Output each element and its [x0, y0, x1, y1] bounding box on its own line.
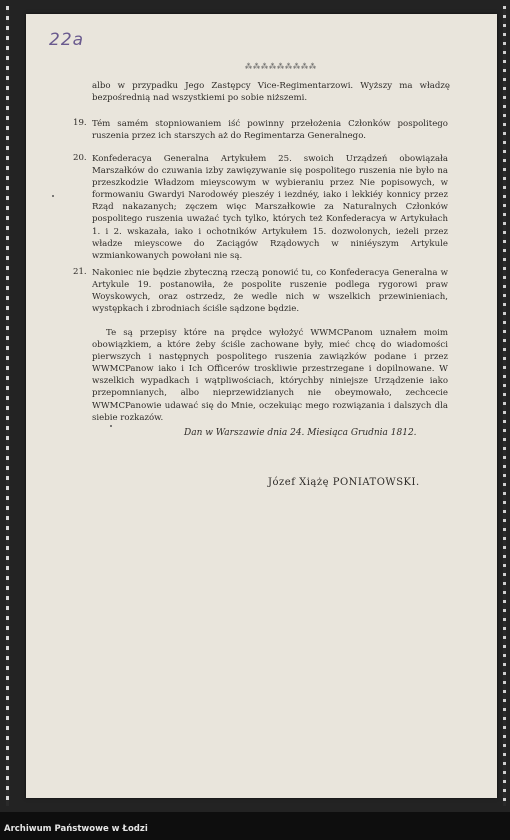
ornament-rule: ⁂⁂⁂⁂⁂⁂⁂⁂⁂ [245, 63, 317, 71]
signature-line: Józef Xiążę PONIATOWSKI. [268, 477, 420, 488]
folio-number: 22a [49, 30, 85, 50]
paragraph-number-21: 21. [73, 267, 87, 277]
margin-mark [110, 425, 112, 427]
paragraph-21: Nakoniec nie będzie zbyteczną rzeczą ponowić tu, co Konfederacya Generalna w Artykule 19. postanowiła, że pospolite ruszenie podlega rygorowi praw Woyskowych, oraz ostrzedz, że wedle nich w wszelkich przewinieniach, występkach i zbrodniach ściśle sądzone będzie. [92, 268, 448, 315]
margin-mark [52, 195, 54, 197]
paragraph-19: Tém samém stopniowaniem iść powinny przełożenia Członków pospolitego ruszenia przez ich starszych aż do Regimentarza Generalnego. [92, 119, 448, 142]
scale-ruler-left [6, 6, 9, 806]
archive-credit: Archiwum Państwowe w Łodzi [4, 824, 148, 834]
scale-ruler-right [503, 6, 506, 806]
closing-paragraph: Te są przepisy które na prędce wyłożyć WWMCPanom uznałem moim obowiązkiem, a które żeby ściśle zachowane były, mieć chcę do wiadomości pierwszych i następnych pospolitego ruszenia zawiązków podane i przez WWMCPanow iako i Ich Officerów troskliwie przestrzegane i dopilnowane. W wszelkich wypadkach i wątpliwościach, którychby niniejsze Urządzenie iako przepomnianych, albo nieprzewidzianych nie obeymowało, zechcecie WWMCPanowie udawać się do Mnie, oczekuiąc mego rozwiązania i dalszych dla siebie rozkazów. [92, 328, 448, 423]
paragraph-number-19: 19. [73, 118, 87, 128]
paragraph-20: Konfederacya Generalna Artykułem 25. swoich Urządzeń obowiązała Marszałków do czuwania izby zawięzywanie się pospolitego ruszenia nie było na przeszkodzie Władzom mieyscowym w wybieraniu przez Nie popisowych, w formowaniu Gwardyi Narodowéy pieszéy i iezdnéy, iako i lekkiéy konnicy przez Rząd nakazanych; zęczem więc Marszałkowie za Naturalnych Członków pospolitego ruszenia uważać tych tylko, których też Konfederacya w Artykułach 1. i 2. wskazała, iako i ochotników Artykułem 15. dozwolonych, ieżeli przez władze mieyscowe do Zaciągów Rządowych w niniéyszym Artykule wzmiankowanych powołani nie są. [92, 154, 448, 261]
date-line: Dan w Warszawie dnia 24. Miesiąca Grudnia 1812. [184, 428, 417, 438]
paragraph-number-20: 20. [73, 153, 87, 163]
paragraph-continued: albo w przypadku Jego Zastępcy Vice-Regimentarzowi. Wyższy ma władzę bezpośrednią nad wszystkiemi po sobie niższemi. [92, 81, 450, 104]
